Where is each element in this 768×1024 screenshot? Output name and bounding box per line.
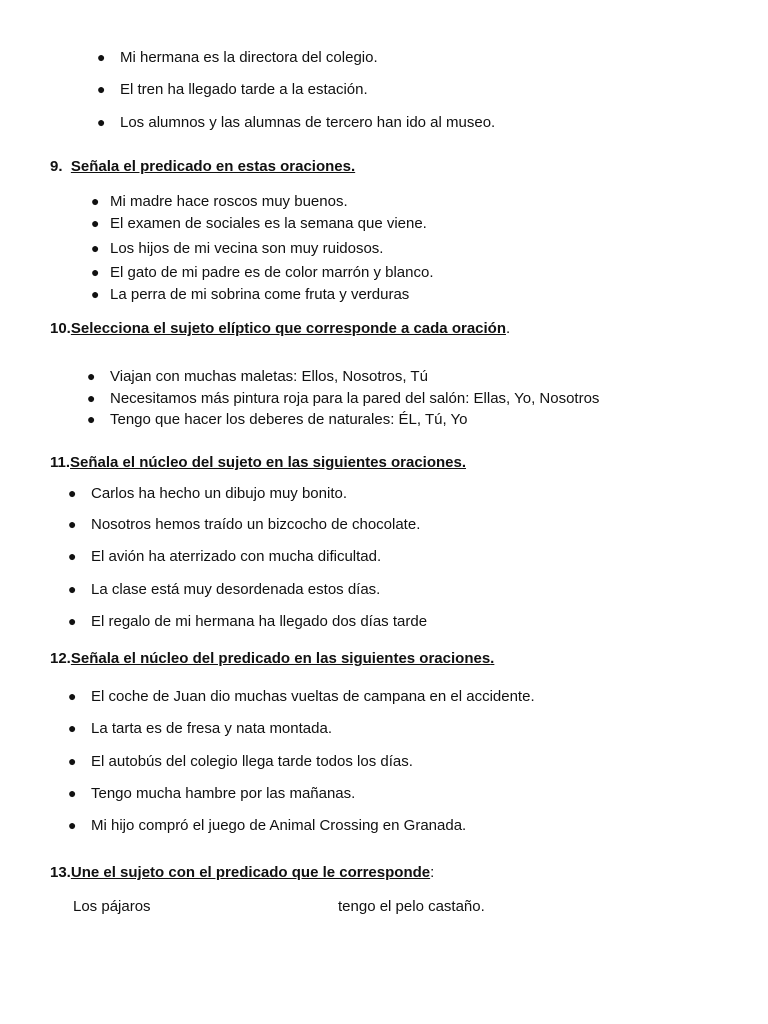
question-number: 13. [50,864,71,881]
list-item: Viajan con muchas maletas: Ellos, Nosotros, Tú [110,368,428,385]
bullet: ● [68,720,77,736]
list-item: El gato de mi padre es de color marrón y blanco. [110,264,434,281]
question-13-heading [50,864,434,881]
question-9-heading [50,158,355,175]
question-number: 9. [50,158,63,175]
predicate-item: tengo el pelo castaño. [338,898,485,915]
question-suffix: . [490,650,495,667]
list-item: Los alumnos y las alumnas de tercero han ido al museo. [120,114,496,131]
question-title: Señala el núcleo del predicado en las siguientes oraciones [70,650,491,667]
list-item: El avión ha aterrizado con mucha dificultad. [91,548,382,565]
question-number: 11. [50,454,71,471]
question-10-heading [50,320,510,337]
question-title: Selecciona el sujeto elíptico que corresponde a cada oración [70,320,506,337]
bullet: ● [87,368,96,384]
bullet: ● [68,817,77,833]
list-item: Nosotros hemos traído un bizcocho de chocolate. [91,516,421,533]
question-suffix: : [430,864,435,881]
bullet: ● [68,753,77,769]
bullet: ● [87,411,96,427]
list-item: Mi hijo compró el juego de Animal Crossing en Granada. [91,817,467,834]
question-title: Une el sujeto con el predicado que le corresponde [70,864,431,881]
question-12-heading [50,650,494,667]
list-item: La tarta es de fresa y nata montada. [91,720,332,737]
list-item: La perra de mi sobrina come fruta y verduras [110,286,410,303]
question-number: 10. [50,320,71,337]
question-title: Señala el núcleo del sujeto en las siguientes oraciones. [70,454,467,471]
bullet: ● [97,81,106,97]
bullet: ● [97,49,106,65]
list-item: Carlos ha hecho un dibujo muy bonito. [91,485,347,502]
list-item: Tengo que hacer los deberes de naturales: ÉL, Tú, Yo [110,411,468,428]
bullet: ● [68,581,77,597]
list-item: El autobús del colegio llega tarde todos los días. [91,753,413,770]
question-11-heading [50,454,466,471]
list-item: Mi hermana es la directora del colegio. [120,49,378,66]
list-item: El tren ha llegado tarde a la estación. [120,81,368,98]
bullet: ● [68,613,77,629]
list-item: El regalo de mi hermana ha llegado dos días tarde [91,613,428,630]
list-item: El examen de sociales es la semana que viene. [110,215,427,232]
bullet: ● [91,240,100,256]
bullet: ● [68,688,77,704]
list-item: Los hijos de mi vecina son muy ruidosos. [110,240,384,257]
bullet: ● [87,390,96,406]
list-item: El coche de Juan dio muchas vueltas de campana en el accidente. [91,688,535,705]
bullet: ● [97,114,106,130]
subject-item: Los pájaros [73,898,151,915]
bullet: ● [91,215,100,231]
list-item: Necesitamos más pintura roja para la pared del salón: Ellas, Yo, Nosotros [110,390,600,407]
list-item: Mi madre hace roscos muy buenos. [110,193,348,210]
question-suffix: . [506,320,511,337]
bullet: ● [91,286,100,302]
bullet: ● [68,485,77,501]
bullet: ● [68,785,77,801]
list-item: La clase está muy desordenada estos días. [91,581,381,598]
question-title: Señala el predicado en estas oraciones. [70,158,356,175]
bullet: ● [68,516,77,532]
bullet: ● [91,193,100,209]
list-item: Tengo mucha hambre por las mañanas. [91,785,356,802]
question-number: 12. [50,650,71,667]
bullet: ● [91,264,100,280]
bullet: ● [68,548,77,564]
